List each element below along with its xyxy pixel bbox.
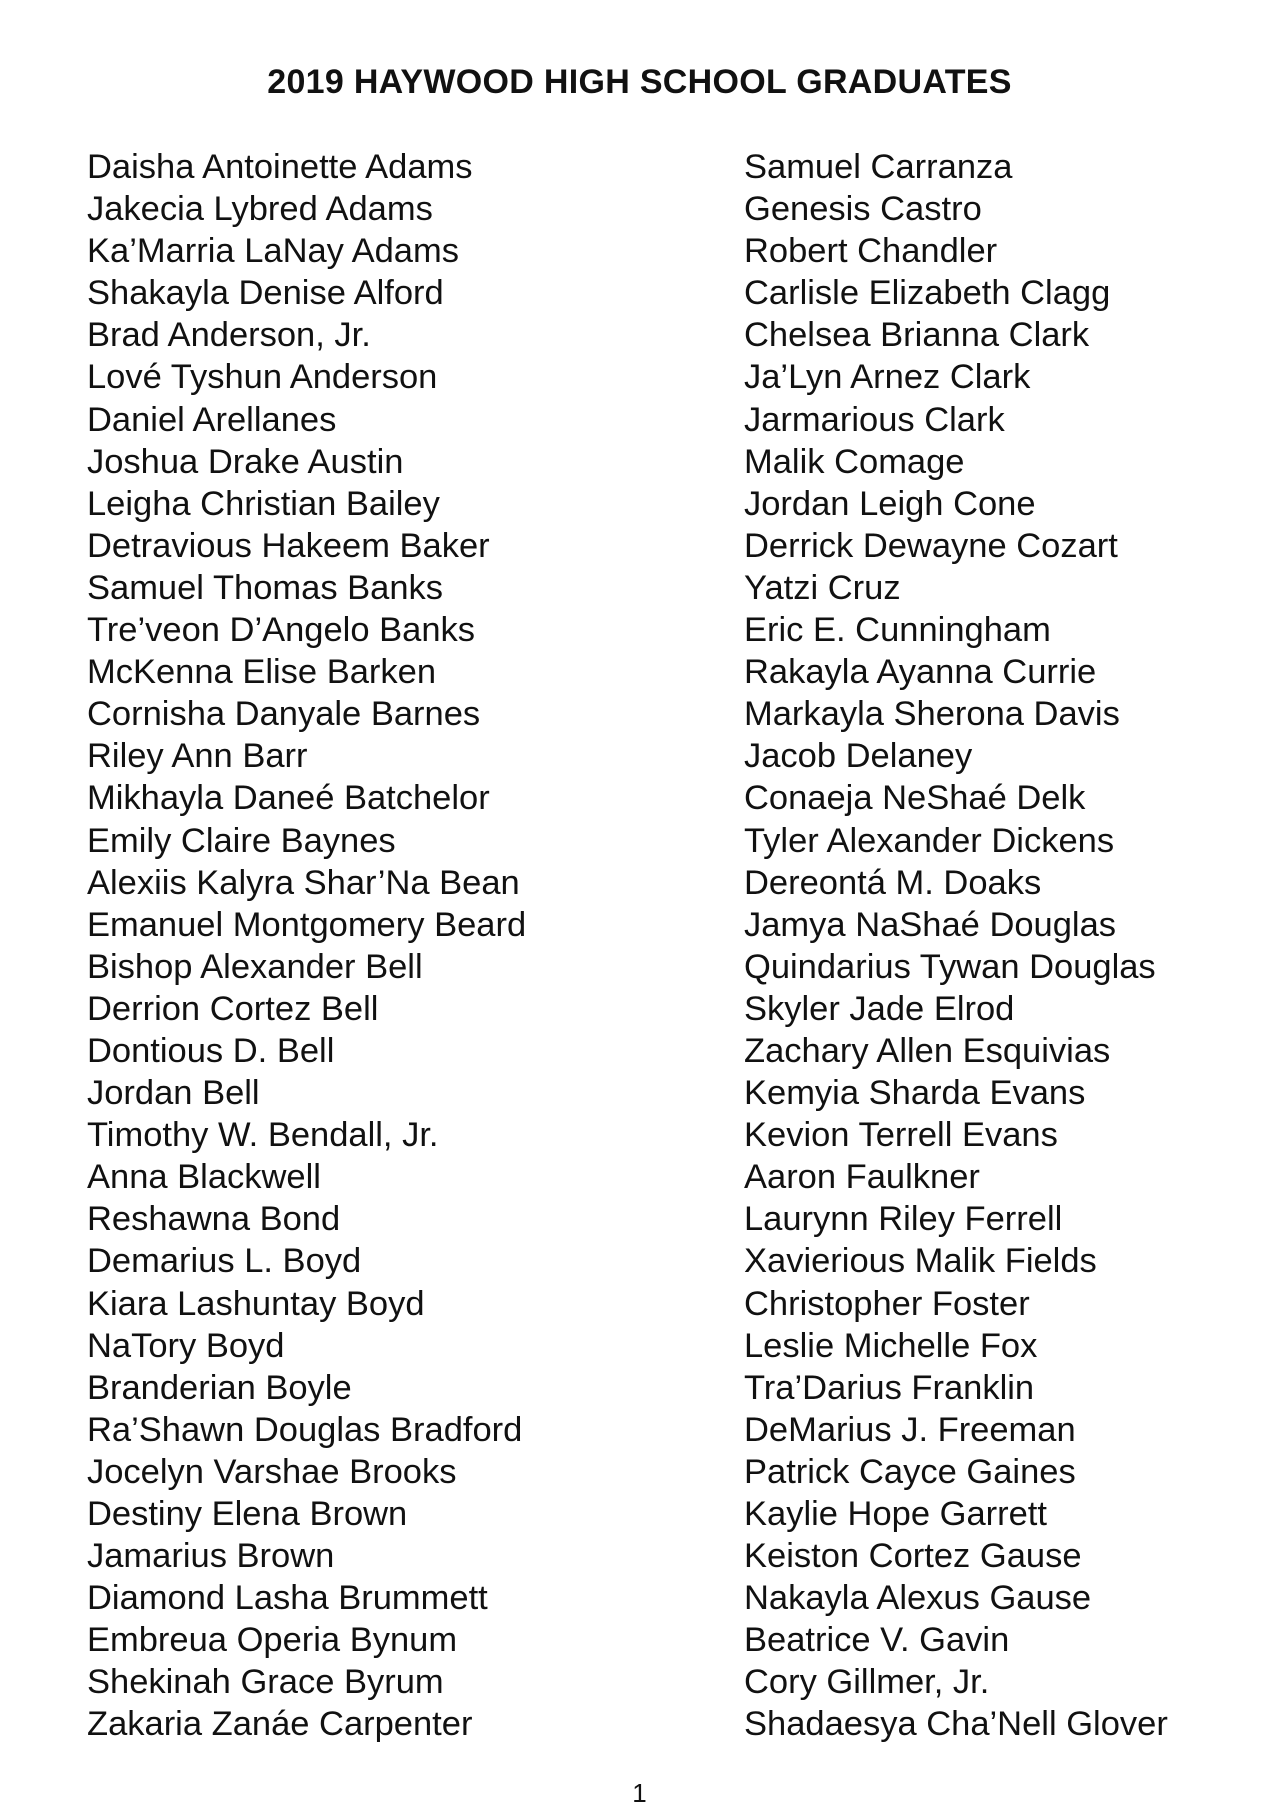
graduate-name: Rakayla Ayanna Currie	[744, 653, 1097, 692]
graduate-name: Skyler Jade Elrod	[744, 989, 1015, 1028]
graduate-name: Mikhayla Daneé Batchelor	[87, 779, 490, 818]
graduate-name: Leigha Christian Bailey	[87, 484, 440, 523]
graduates-list-right	[744, 146, 1168, 1746]
graduate-name: Patrick Cayce Gaines	[744, 1452, 1076, 1491]
graduate-name: Christopher Foster	[744, 1284, 1030, 1323]
graduate-name: Kevion Terrell Evans	[744, 1116, 1058, 1155]
graduate-name: Riley Ann Barr	[87, 737, 308, 776]
graduate-name: Daniel Arellanes	[87, 400, 337, 439]
graduate-name: Laurynn Riley Ferrell	[744, 1200, 1063, 1239]
graduate-name: Emanuel Montgomery Beard	[87, 905, 527, 944]
graduate-name: Jacob Delaney	[744, 737, 973, 776]
graduate-name: Diamond Lasha Brummett	[87, 1579, 488, 1618]
graduate-name: Markayla Sherona Davis	[744, 695, 1120, 734]
graduate-name: Samuel Carranza	[744, 148, 1013, 186]
graduate-name: Reshawna Bond	[87, 1200, 341, 1239]
graduate-name: Malik Comage	[744, 442, 965, 481]
graduate-name: Beatrice V. Gavin	[744, 1621, 1010, 1660]
graduate-name: Conaeja NeShaé Delk	[744, 779, 1086, 818]
graduate-name: Aaron Faulkner	[744, 1158, 980, 1197]
graduate-name: Jocelyn Varshae Brooks	[87, 1452, 457, 1491]
graduate-name: Joshua Drake Austin	[87, 442, 404, 481]
graduate-name: Shekinah Grace Byrum	[87, 1663, 444, 1702]
graduate-name: Dereontá M. Doaks	[744, 863, 1042, 902]
graduate-name: Leslie Michelle Fox	[744, 1326, 1038, 1365]
graduate-name: Genesis Castro	[744, 190, 982, 229]
graduate-name: Ja’Lyn Arnez Clark	[744, 358, 1031, 397]
graduate-name: Shakayla Denise Alford	[87, 274, 444, 313]
graduate-name: Destiny Elena Brown	[87, 1495, 408, 1533]
graduate-name: Robert Chandler	[744, 232, 998, 271]
graduate-name: Dontious D. Bell	[87, 1031, 335, 1070]
graduate-name: Jamarius Brown	[87, 1537, 335, 1576]
graduate-name: Cornisha Danyale Barnes	[87, 695, 481, 734]
page-number: 1	[632, 1778, 647, 1808]
graduate-name: Zakaria Zanáe Carpenter	[87, 1705, 473, 1744]
graduate-name: NaTory Boyd	[87, 1326, 285, 1365]
page-title: 2019 HAYWOOD HIGH SCHOOL GRADUATES	[267, 63, 1012, 101]
graduate-name: Ka’Marria LaNay Adams	[87, 232, 459, 271]
graduate-name: Bishop Alexander Bell	[87, 947, 423, 986]
graduate-name: Emily Claire Baynes	[87, 821, 396, 860]
graduate-name: Jordan Leigh Cone	[744, 484, 1036, 523]
graduate-name: Keiston Cortez Gause	[744, 1537, 1082, 1576]
graduate-name: Yatzi Cruz	[744, 568, 901, 607]
graduate-name: Jordan Bell	[87, 1074, 260, 1113]
graduate-name: Anna Blackwell	[87, 1158, 321, 1197]
graduate-name: McKenna Elise Barken	[87, 653, 437, 692]
graduate-name: Kiara Lashuntay Boyd	[87, 1284, 425, 1323]
graduate-name: Shadaesya Cha’Nell Glover	[744, 1705, 1168, 1744]
graduate-name: Branderian Boyle	[87, 1368, 352, 1407]
graduate-name: Samuel Thomas Banks	[87, 568, 444, 607]
graduate-name: Jakecia Lybred Adams	[87, 190, 433, 229]
graduate-name: Detravious Hakeem Baker	[87, 526, 490, 565]
graduate-name: Tra’Darius Franklin	[744, 1368, 1035, 1407]
graduate-name: Ra’Shawn Douglas Bradford	[87, 1410, 523, 1449]
graduate-name: Cory Gillmer, Jr.	[744, 1663, 990, 1702]
graduate-name: Derrick Dewayne Cozart	[744, 526, 1118, 565]
graduate-name: Nakayla Alexus Gause	[744, 1579, 1092, 1618]
graduate-name: Carlisle Elizabeth Clagg	[744, 274, 1111, 313]
graduate-name: Quindarius Tywan Douglas	[744, 947, 1156, 986]
graduates-list-left	[87, 146, 526, 1746]
graduate-name: Alexiis Kalyra Shar’Na Bean	[87, 863, 520, 902]
graduate-name: Eric E. Cunningham	[744, 611, 1051, 650]
graduate-name: DeMarius J. Freeman	[744, 1410, 1076, 1449]
graduate-name: Daisha Antoinette Adams	[87, 148, 473, 186]
graduate-name: Brad Anderson, Jr.	[87, 316, 371, 355]
graduate-name: Zachary Allen Esquivias	[744, 1031, 1111, 1070]
graduate-name: Chelsea Brianna Clark	[744, 316, 1090, 355]
graduate-name: Timothy W. Bendall, Jr.	[87, 1116, 439, 1155]
graduate-name: Xavierious Malik Fields	[744, 1242, 1097, 1281]
graduate-name: Kaylie Hope Garrett	[744, 1495, 1047, 1533]
graduate-name: Embreua Operia Bynum	[87, 1621, 458, 1660]
graduate-name: Jarmarious Clark	[744, 400, 1005, 439]
graduate-name: Tyler Alexander Dickens	[744, 821, 1115, 860]
graduate-name: Kemyia Sharda Evans	[744, 1074, 1086, 1113]
graduate-name: Jamya NaShaé Douglas	[744, 905, 1117, 944]
graduate-name: Lové Tyshun Anderson	[87, 358, 438, 397]
graduate-name: Tre’veon D’Angelo Banks	[87, 611, 476, 650]
graduate-name: Derrion Cortez Bell	[87, 989, 379, 1028]
graduate-name: Demarius L. Boyd	[87, 1242, 362, 1281]
